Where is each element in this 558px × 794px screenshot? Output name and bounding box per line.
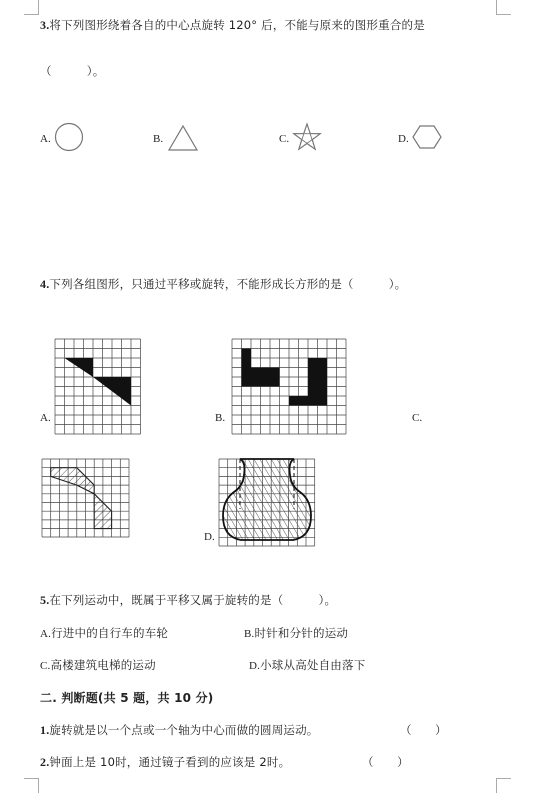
option-c-label: C. xyxy=(412,412,423,424)
option-a-label: A. xyxy=(40,133,51,145)
question-number: 4. xyxy=(40,277,50,291)
option-d xyxy=(249,657,365,673)
option-c xyxy=(40,657,156,673)
question-number: 5. xyxy=(40,593,50,607)
figure-b-grid xyxy=(232,339,350,435)
question-4 xyxy=(40,276,406,292)
crop-mark-bottom-right xyxy=(496,778,511,793)
option-text: 小球从高处自由落下 xyxy=(260,658,366,672)
hatched-shape-upper xyxy=(51,468,94,494)
figure-c-grid xyxy=(42,459,132,539)
option-b-label: B. xyxy=(153,133,164,145)
question-number: 2. xyxy=(40,755,50,769)
option-text: 行进中的自行车的车轮 xyxy=(51,626,169,640)
triangle-icon xyxy=(168,125,200,153)
option-label: B. xyxy=(244,628,255,640)
answer-paren: （ ） xyxy=(362,755,409,769)
crop-mark-top-left xyxy=(24,0,39,15)
question-text: 钟面上是 10时，通过镜子看到的应该是 2时。 xyxy=(49,755,291,769)
question-text: 在下列运动中，既属于平移又属于旋转的是（ ）。 xyxy=(49,593,337,607)
option-label: C. xyxy=(40,660,51,672)
judge-item-2 xyxy=(40,754,290,770)
option-text: 高楼建筑电梯的运动 xyxy=(50,658,156,672)
answer-paren: （ ） xyxy=(400,723,447,737)
shaded-l-shape-right xyxy=(289,358,327,406)
judge-item-1 xyxy=(40,722,319,738)
option-text: 时针和分针的运动 xyxy=(254,626,349,640)
question-text: 下列各组图形，只通过平移或旋转，不能形成长方形的是（ ）。 xyxy=(49,277,407,291)
option-d-label: D. xyxy=(204,531,215,543)
option-b xyxy=(244,625,348,641)
question-text: 旋转就是以一个点或一个轴为中心而做的圆周运动。 xyxy=(49,723,319,737)
section-heading: 二. 判断题(共 5 题，共 10 分) xyxy=(40,691,214,705)
star-icon xyxy=(293,123,323,153)
option-label: A. xyxy=(40,628,52,640)
option-label: D. xyxy=(249,660,261,672)
option-b-label: B. xyxy=(215,412,226,424)
figure-d-grid xyxy=(219,459,319,551)
question-number: 1. xyxy=(40,723,50,737)
crop-mark-bottom-left xyxy=(24,778,39,793)
circle-icon xyxy=(55,123,85,153)
question-number: 3. xyxy=(40,18,50,32)
hexagon-icon xyxy=(413,125,443,151)
option-d-label: D. xyxy=(398,133,409,145)
crop-mark-top-right xyxy=(496,0,511,15)
answer-paren: （ ）。 xyxy=(40,64,105,78)
question-text: 将下列图形绕着各自的中心点旋转 120° 后，不能与原来的图形重合的是 xyxy=(49,18,425,32)
question-3 xyxy=(40,17,425,33)
option-a-label: A. xyxy=(40,412,51,424)
option-c-label: C. xyxy=(279,133,290,145)
figure-a-grid xyxy=(55,339,143,435)
option-a xyxy=(40,625,168,641)
question-5 xyxy=(40,592,336,608)
